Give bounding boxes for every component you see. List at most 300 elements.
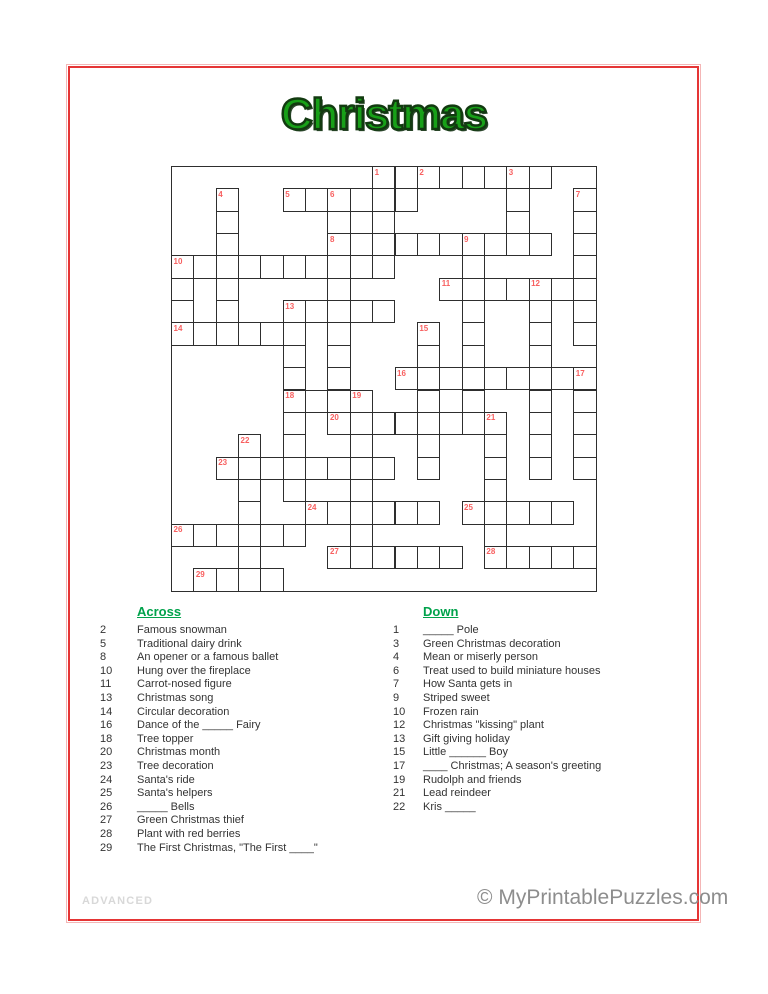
grid-cell[interactable] (484, 166, 507, 189)
grid-cell[interactable] (439, 278, 462, 301)
cell-number: 21 (486, 413, 496, 423)
cell-number: 22 (240, 435, 250, 445)
grid-cell[interactable] (350, 300, 373, 323)
clue-item (393, 746, 693, 760)
grid-cell[interactable] (283, 390, 306, 413)
grid-cell[interactable] (462, 233, 485, 256)
grid-cell[interactable] (395, 188, 418, 211)
grid-cell[interactable] (305, 300, 328, 323)
grid-cell[interactable] (506, 188, 529, 211)
grid-cell[interactable] (529, 501, 552, 524)
clue-number: 13 (393, 732, 406, 745)
cell-number: 3 (508, 167, 514, 177)
grid-cell[interactable] (395, 166, 418, 189)
puzzle-title: Christmas (280, 90, 488, 139)
grid-cell[interactable] (439, 412, 462, 435)
grid-cell[interactable] (238, 546, 261, 569)
grid-cell[interactable] (573, 255, 596, 278)
grid-cell[interactable] (372, 501, 395, 524)
grid-cell[interactable] (350, 255, 373, 278)
grid-cell[interactable] (551, 278, 574, 301)
down-clues-section (393, 604, 693, 814)
grid-cell[interactable] (350, 390, 373, 413)
grid-cell[interactable] (350, 188, 373, 211)
grid-cell[interactable] (193, 322, 216, 345)
clue-item (393, 801, 693, 815)
clue-item (100, 678, 388, 692)
cell-number: 15 (419, 323, 429, 333)
clue-number: 11 (100, 678, 112, 691)
grid-cell[interactable] (171, 524, 194, 547)
cell-number: 19 (352, 391, 362, 400)
grid-cell[interactable] (260, 568, 283, 591)
grid-cell[interactable] (171, 322, 194, 345)
grid-cell[interactable] (462, 278, 485, 301)
grid-cell[interactable] (395, 233, 418, 256)
clue-number: 24 (100, 773, 113, 786)
grid-cell[interactable] (260, 457, 283, 480)
clue-number: 28 (100, 827, 113, 840)
grid-cell[interactable] (327, 345, 350, 368)
clue-number: 15 (393, 746, 406, 759)
grid-cell[interactable] (260, 524, 283, 547)
clue-number: 25 (100, 787, 113, 800)
cell-number: 18 (285, 391, 295, 400)
clue-item (100, 665, 388, 679)
grid-cell[interactable] (484, 546, 507, 569)
cell-number: 4 (218, 189, 223, 199)
cell-number: 28 (486, 547, 496, 557)
grid-cell[interactable] (573, 233, 596, 256)
grid-cell[interactable] (350, 524, 373, 547)
grid-cell[interactable] (417, 233, 440, 256)
grid-cell[interactable] (462, 367, 485, 390)
clue-text: Hung over the fireplace (137, 664, 251, 677)
site-name: MyPrintablePuzzles.com (498, 886, 729, 909)
clue-item (393, 706, 693, 720)
grid-cell[interactable] (417, 457, 440, 480)
clue-text: Green Christmas thief (137, 814, 244, 827)
grid-cell[interactable] (484, 367, 507, 390)
grid-cell[interactable] (238, 457, 261, 480)
grid-cell[interactable] (462, 322, 485, 345)
cell-number: 27 (329, 547, 339, 557)
cell-number: 29 (195, 569, 205, 579)
clue-number: 19 (393, 773, 406, 786)
grid-cell[interactable] (238, 255, 261, 278)
grid-cell[interactable] (283, 322, 306, 345)
clue-text: How Santa gets in (423, 678, 513, 691)
grid-cell[interactable] (506, 367, 529, 390)
grid-cell[interactable] (171, 300, 194, 323)
grid-cell[interactable] (193, 568, 216, 591)
cell-number: 13 (285, 301, 295, 311)
clue-number: 9 (393, 691, 400, 704)
grid-cell[interactable] (417, 367, 440, 390)
clue-text: Christmas month (137, 746, 221, 759)
grid-cell[interactable] (573, 390, 596, 413)
grid-cell[interactable] (529, 345, 552, 368)
grid-cell[interactable] (551, 367, 574, 390)
clue-number: 23 (100, 759, 113, 772)
grid-cell[interactable] (417, 345, 440, 368)
grid-cell[interactable] (216, 300, 239, 323)
clue-number: 5 (100, 637, 107, 650)
grid-cell[interactable] (573, 412, 596, 435)
clue-text: Rudolph and friends (423, 773, 522, 786)
clue-text: Plant with red berries (137, 827, 241, 840)
clue-number: 22 (393, 800, 406, 813)
clue-item (100, 746, 388, 760)
grid-cell[interactable] (350, 457, 373, 480)
clue-number: 4 (393, 651, 400, 664)
grid-cell[interactable] (573, 367, 596, 390)
cell-number: 16 (397, 368, 406, 378)
clue-text: Santa's ride (137, 773, 195, 786)
clue-text: Tree decoration (137, 759, 214, 772)
clue-text: Little ______ Boy (423, 746, 509, 759)
grid-cell[interactable] (260, 322, 283, 345)
cell-number: 24 (307, 502, 317, 512)
grid-cell[interactable] (283, 300, 306, 323)
grid-cell[interactable] (327, 188, 350, 211)
cell-number: 25 (464, 502, 473, 512)
grid-cell[interactable] (193, 524, 216, 547)
clue-number: 8 (100, 651, 107, 664)
grid-cell[interactable] (529, 166, 552, 189)
grid-cell[interactable] (305, 188, 328, 211)
cell-number: 14 (173, 323, 183, 333)
clue-text: An opener or a famous ballet (137, 651, 279, 664)
grid-cell[interactable] (484, 524, 507, 547)
grid-cell[interactable] (216, 568, 239, 591)
grid-cell[interactable] (283, 457, 306, 480)
grid-cell[interactable] (417, 546, 440, 569)
grid-cell[interactable] (529, 322, 552, 345)
clue-text: Frozen rain (423, 705, 479, 718)
grid-cell[interactable] (439, 367, 462, 390)
clue-item (393, 624, 693, 638)
grid-cell[interactable] (216, 278, 239, 301)
grid-cell[interactable] (305, 501, 328, 524)
grid-cell[interactable] (439, 233, 462, 256)
clue-number: 21 (393, 787, 406, 800)
grid-cell[interactable] (462, 300, 485, 323)
grid-cell[interactable] (216, 524, 239, 547)
grid-cell[interactable] (327, 255, 350, 278)
clue-item (393, 760, 693, 774)
clue-item (100, 774, 388, 788)
clue-item (393, 774, 693, 788)
grid-cell[interactable] (529, 390, 552, 413)
clue-item (100, 733, 388, 747)
grid-cell[interactable] (283, 188, 306, 211)
clue-text: Traditional dairy drink (137, 637, 242, 650)
clue-number: 3 (393, 637, 400, 650)
grid-cell[interactable] (573, 546, 596, 569)
cell-number: 11 (441, 279, 451, 289)
grid-cell[interactable] (573, 278, 596, 301)
clue-item (393, 733, 693, 747)
grid-cell[interactable] (350, 434, 373, 457)
clue-text: Striped sweet (423, 691, 490, 704)
clue-number: 26 (100, 800, 113, 813)
clue-number: 1 (393, 624, 400, 636)
grid-cell[interactable] (551, 501, 574, 524)
clue-item (100, 651, 388, 665)
clue-text: Christmas song (137, 691, 214, 704)
grid-cell[interactable] (439, 166, 462, 189)
grid-cell[interactable] (216, 322, 239, 345)
grid-cell[interactable] (529, 278, 552, 301)
across-clues-section (100, 604, 388, 855)
grid-cell[interactable] (462, 166, 485, 189)
grid-cell[interactable] (439, 546, 462, 569)
grid-cell[interactable] (529, 434, 552, 457)
cell-number: 5 (285, 189, 290, 199)
grid-cell[interactable] (529, 412, 552, 435)
cell-number: 6 (329, 189, 335, 199)
grid-cell[interactable] (238, 479, 261, 502)
clue-item (393, 787, 693, 801)
crossword-grid (171, 166, 598, 593)
clue-item (100, 801, 388, 815)
grid-cell[interactable] (305, 390, 328, 413)
grid-cell[interactable] (216, 211, 239, 234)
grid-cell[interactable] (350, 412, 373, 435)
clue-text: Mean or miserly person (423, 651, 538, 664)
grid-cell[interactable] (395, 546, 418, 569)
cell-number: 12 (531, 279, 540, 289)
grid-cell[interactable] (506, 278, 529, 301)
grid-cell[interactable] (238, 524, 261, 547)
clue-text: Gift giving holiday (423, 732, 510, 745)
grid-cell[interactable] (305, 255, 328, 278)
grid-cell[interactable] (372, 166, 395, 189)
grid-cell[interactable] (171, 255, 194, 278)
grid-cell[interactable] (372, 211, 395, 234)
grid-cell[interactable] (216, 188, 239, 211)
clue-text: _____ Bells (137, 800, 195, 813)
grid-cell[interactable] (350, 233, 373, 256)
clue-number: 29 (100, 841, 113, 854)
clue-text: ____ Christmas; A season's greeting (423, 759, 602, 772)
cell-number: 23 (218, 458, 228, 468)
grid-cell[interactable] (193, 255, 216, 278)
grid-cell[interactable] (238, 434, 261, 457)
grid-cell[interactable] (327, 457, 350, 480)
grid-cell[interactable] (238, 568, 261, 591)
clue-item (100, 842, 388, 856)
grid-cell[interactable] (395, 412, 418, 435)
grid-cell[interactable] (350, 546, 373, 569)
cell-number: 2 (419, 167, 424, 177)
grid-cell[interactable] (283, 367, 306, 390)
cell-number: 20 (329, 413, 339, 423)
grid-cell[interactable] (484, 233, 507, 256)
grid-cell[interactable] (417, 322, 440, 345)
across-header: Across (137, 604, 182, 619)
grid-cell[interactable] (327, 367, 350, 390)
clue-item (100, 814, 388, 828)
grid-cell[interactable] (327, 233, 350, 256)
grid-cell[interactable] (238, 501, 261, 524)
grid-cell[interactable] (372, 546, 395, 569)
grid-cell[interactable] (573, 322, 596, 345)
grid-cell[interactable] (417, 434, 440, 457)
grid-cell[interactable] (484, 412, 507, 435)
grid-cell[interactable] (216, 233, 239, 256)
clue-text: Kris _____ (423, 800, 476, 813)
clue-item (393, 665, 693, 679)
grid-cell[interactable] (484, 457, 507, 480)
grid-cell[interactable] (327, 546, 350, 569)
grid-cell[interactable] (283, 412, 306, 435)
grid-cell[interactable] (484, 479, 507, 502)
grid-cell[interactable] (529, 457, 552, 480)
clue-item (100, 706, 388, 720)
clue-item (100, 624, 388, 638)
clue-item (100, 719, 388, 733)
clue-text: Circular decoration (137, 705, 230, 718)
grid-cell[interactable] (573, 188, 596, 211)
grid-cell[interactable] (327, 501, 350, 524)
clue-number: 10 (100, 664, 113, 677)
grid-cell[interactable] (417, 501, 440, 524)
grid-cell[interactable] (506, 166, 529, 189)
cell-number: 7 (575, 189, 581, 199)
grid-cell[interactable] (462, 255, 485, 278)
grid-cell[interactable] (462, 390, 485, 413)
grid-cell[interactable] (305, 457, 328, 480)
clue-text: Christmas "kissing" plant (423, 719, 544, 732)
grid-cell[interactable] (372, 233, 395, 256)
cell-number: 26 (173, 525, 183, 535)
grid-cell[interactable] (171, 278, 194, 301)
grid-cell[interactable] (350, 501, 373, 524)
grid-cell[interactable] (573, 300, 596, 323)
grid-cell[interactable] (327, 412, 350, 435)
clue-text: Green Christmas decoration (423, 637, 561, 650)
difficulty-label: ADVANCED (82, 895, 154, 907)
grid-cell[interactable] (327, 211, 350, 234)
grid-cell[interactable] (372, 412, 395, 435)
grid-cell[interactable] (372, 188, 395, 211)
cell-number: 10 (173, 256, 183, 266)
clue-number: 6 (393, 664, 400, 677)
clue-number: 7 (393, 678, 400, 691)
clue-item (100, 828, 388, 842)
grid-cell[interactable] (529, 367, 552, 390)
grid-cell[interactable] (529, 546, 552, 569)
cell-number: 1 (374, 167, 380, 177)
grid-cell[interactable] (573, 434, 596, 457)
grid-cell[interactable] (462, 345, 485, 368)
grid-cell[interactable] (462, 501, 485, 524)
grid-cell[interactable] (417, 412, 440, 435)
clue-number: 13 (100, 691, 113, 704)
grid-cell[interactable] (417, 166, 440, 189)
down-header: Down (423, 604, 459, 619)
grid-cell[interactable] (551, 546, 574, 569)
grid-cell[interactable] (506, 501, 529, 524)
clue-number: 14 (100, 705, 113, 718)
grid-cell[interactable] (283, 434, 306, 457)
site-credit (477, 886, 728, 910)
clue-number: 10 (393, 705, 406, 718)
grid-cell[interactable] (506, 211, 529, 234)
clue-text: Santa's helpers (137, 787, 213, 800)
clue-text: Tree topper (137, 732, 194, 745)
grid-cell[interactable] (506, 233, 529, 256)
grid-cell[interactable] (350, 479, 373, 502)
grid-cell[interactable] (462, 412, 485, 435)
grid-cell[interactable] (417, 390, 440, 413)
clue-number: 27 (100, 814, 113, 827)
grid-cell[interactable] (395, 501, 418, 524)
clue-item (100, 787, 388, 801)
grid-cell[interactable] (327, 278, 350, 301)
clue-text: _____ Pole (423, 624, 479, 636)
clue-item (393, 651, 693, 665)
grid-cell[interactable] (573, 457, 596, 480)
clue-number: 20 (100, 746, 113, 759)
grid-cell[interactable] (372, 255, 395, 278)
clue-text: Famous snowman (137, 624, 227, 636)
clue-number: 17 (393, 759, 406, 772)
grid-cell[interactable] (283, 255, 306, 278)
clue-text: Dance of the _____ Fairy (137, 719, 261, 732)
grid-cell[interactable] (395, 367, 418, 390)
cell-number: 9 (464, 234, 469, 244)
grid-cell[interactable] (216, 255, 239, 278)
clue-item (393, 678, 693, 692)
grid-cell[interactable] (372, 457, 395, 480)
grid-cell[interactable] (283, 479, 306, 502)
clue-item (100, 638, 388, 652)
clue-item (393, 719, 693, 733)
clue-text: The First Christmas, "The First ____" (137, 841, 318, 854)
clue-number: 16 (100, 719, 113, 732)
grid-cell[interactable] (573, 211, 596, 234)
grid-cell[interactable] (216, 457, 239, 480)
clue-item (393, 692, 693, 706)
copyright-symbol: © (477, 886, 493, 909)
grid-cell[interactable] (372, 300, 395, 323)
grid-cell[interactable] (283, 524, 306, 547)
grid-cell[interactable] (238, 322, 261, 345)
grid-cell[interactable] (529, 300, 552, 323)
grid-cell[interactable] (484, 501, 507, 524)
grid-cell[interactable] (283, 345, 306, 368)
cell-number: 8 (329, 234, 335, 244)
grid-cell[interactable] (506, 546, 529, 569)
down-clue-list (393, 624, 693, 814)
grid-cell[interactable] (327, 300, 350, 323)
clue-number: 12 (393, 719, 406, 732)
grid-cell[interactable] (529, 233, 552, 256)
clue-text: Lead reindeer (423, 787, 491, 800)
clue-number: 18 (100, 732, 113, 745)
grid-cell[interactable] (484, 434, 507, 457)
grid-cell[interactable] (260, 255, 283, 278)
across-clue-list (100, 624, 388, 855)
clue-item (100, 692, 388, 706)
grid-cell[interactable] (327, 390, 350, 413)
clue-item (100, 760, 388, 774)
grid-cell[interactable] (327, 322, 350, 345)
grid-cell[interactable] (484, 278, 507, 301)
